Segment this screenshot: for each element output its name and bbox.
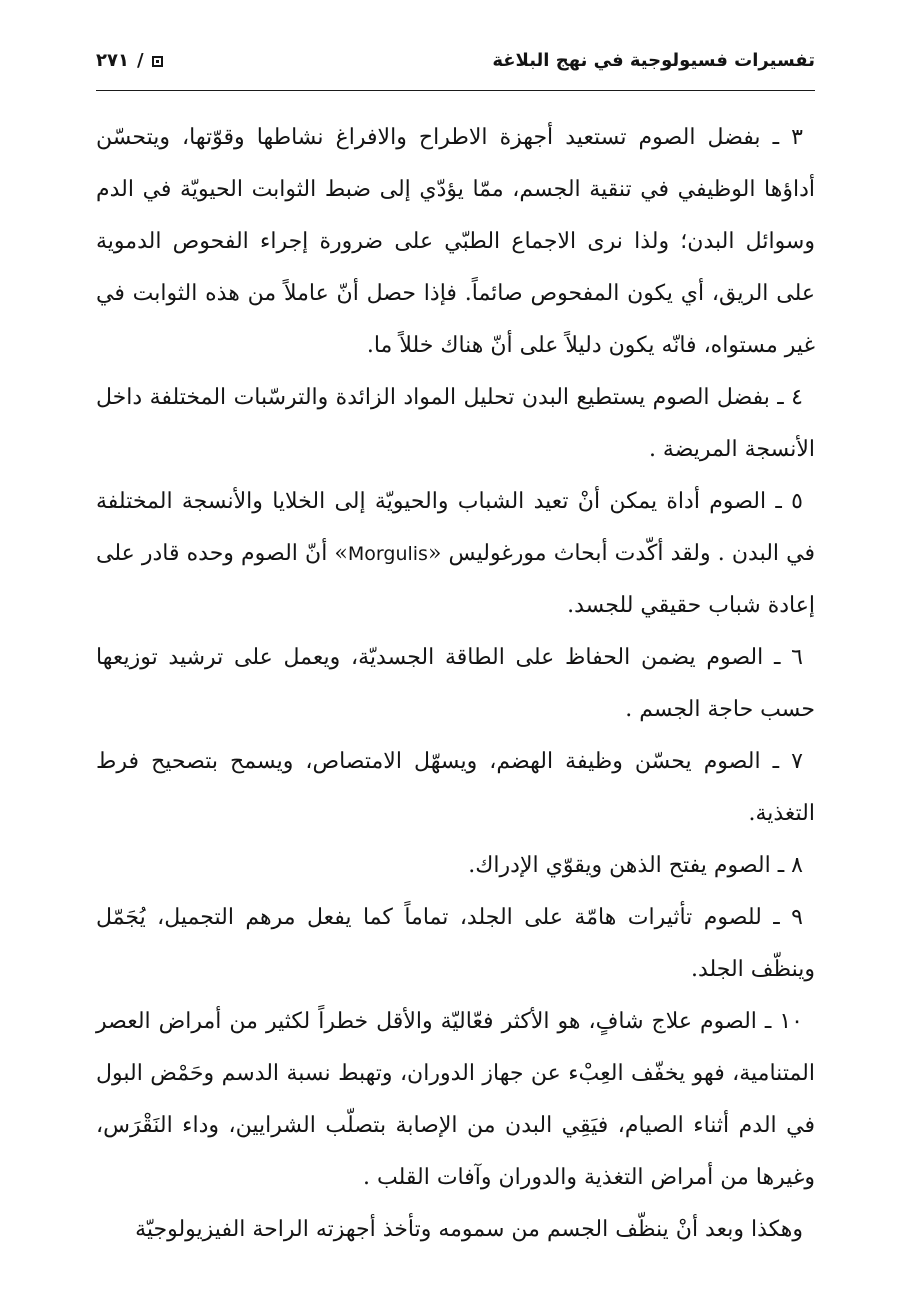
page-number-block xyxy=(96,48,163,74)
paragraph-item-8: ٨ ـ الصوم يفتح الذهن ويقوّي الإدراك. xyxy=(468,853,803,878)
paragraph-item-6: ٦ ـ الصوم يضمن الحفاظ على الطاقة الجسديّة، ويعمل على ترشيد توزيعها حسب حاجة الجسم . xyxy=(96,645,815,722)
paragraph-item-5-text-after: » أنّ الصوم وحده قادر على إعادة شباب حقيقي للجسد. xyxy=(96,541,815,618)
paragraph-item-5-text-before: ٥ ـ الصوم أداة يمكن أنْ تعيد الشباب والحيويّة إلى الخلايا والأنسجة المختلفة في البدن . ولقد أكّدت أبحاث مورغوليس « xyxy=(96,489,816,566)
running-title: تفسيرات فسيولوجية في نهج البلاغة xyxy=(492,50,815,71)
square-bullet-icon xyxy=(152,56,163,67)
page-number-separator: / xyxy=(136,50,144,71)
latin-name-morgulis: Morgulis xyxy=(347,543,428,565)
page-header xyxy=(96,40,815,84)
paragraph-closing: وهكذا وبعد أنْ ينظّف الجسم من سمومه وتأخذ أجهزته الراحة الفيزيولوجيّة xyxy=(135,1217,803,1242)
paragraph-item-7: ٧ ـ الصوم يحسّن وظيفة الهضم، ويسهّل الامتصاص، ويسمح بتصحيح فرط التغذية. xyxy=(96,749,815,826)
body-text xyxy=(96,112,815,1256)
paragraph-item-10: ١٠ ـ الصوم علاج شافٍ، هو الأكثر فعّاليّة والأقل خطراً لكثير من أمراض العصر المتنامية، فهو يخفّف العِبْء عن جهاز الدوران، وتهبط نسبة الدسم وحَمْض البول في الدم أثناء الصيام، فيَقِي البدن من الإصابة بتصلّب الشرايين، وداء النَقْرَس، وغيرها من أمراض التغذية والدوران وآفات القلب . xyxy=(96,1009,815,1190)
header-divider xyxy=(96,90,815,91)
paragraph-item-4: ٤ ـ بفضل الصوم يستطيع البدن تحليل المواد الزائدة والترسّبات المختلفة داخل الأنسجة المريضة . xyxy=(96,385,815,462)
page-number: ٢٧١ xyxy=(96,50,129,71)
paragraph-item-3: ٣ ـ بفضل الصوم تستعيد أجهزة الاطراح والافراغ نشاطها وقوّتها، ويتحسّن أداؤها الوظيفي في تنقية الجسم، ممّا يؤدّي إلى ضبط الثوابت الحيويّة في الدم وسوائل البدن؛ ولذا نرى الاجماع الطبّي على ضرورة إجراء الفحوص الدموية على الريق، أي يكون المفحوص صائماً. فإذا حصل أنّ عاملاً من هذه الثوابت في غير مستواه، فانّه يكون دليلاً على أنّ هناك خللاً ما. xyxy=(96,125,815,358)
paragraph-item-5 xyxy=(96,476,815,632)
paragraph-item-9: ٩ ـ للصوم تأثيرات هامّة على الجلد، تماماً كما يفعل مرهم التجميل، يُجَمّل وينظّف الجلد. xyxy=(96,905,815,982)
